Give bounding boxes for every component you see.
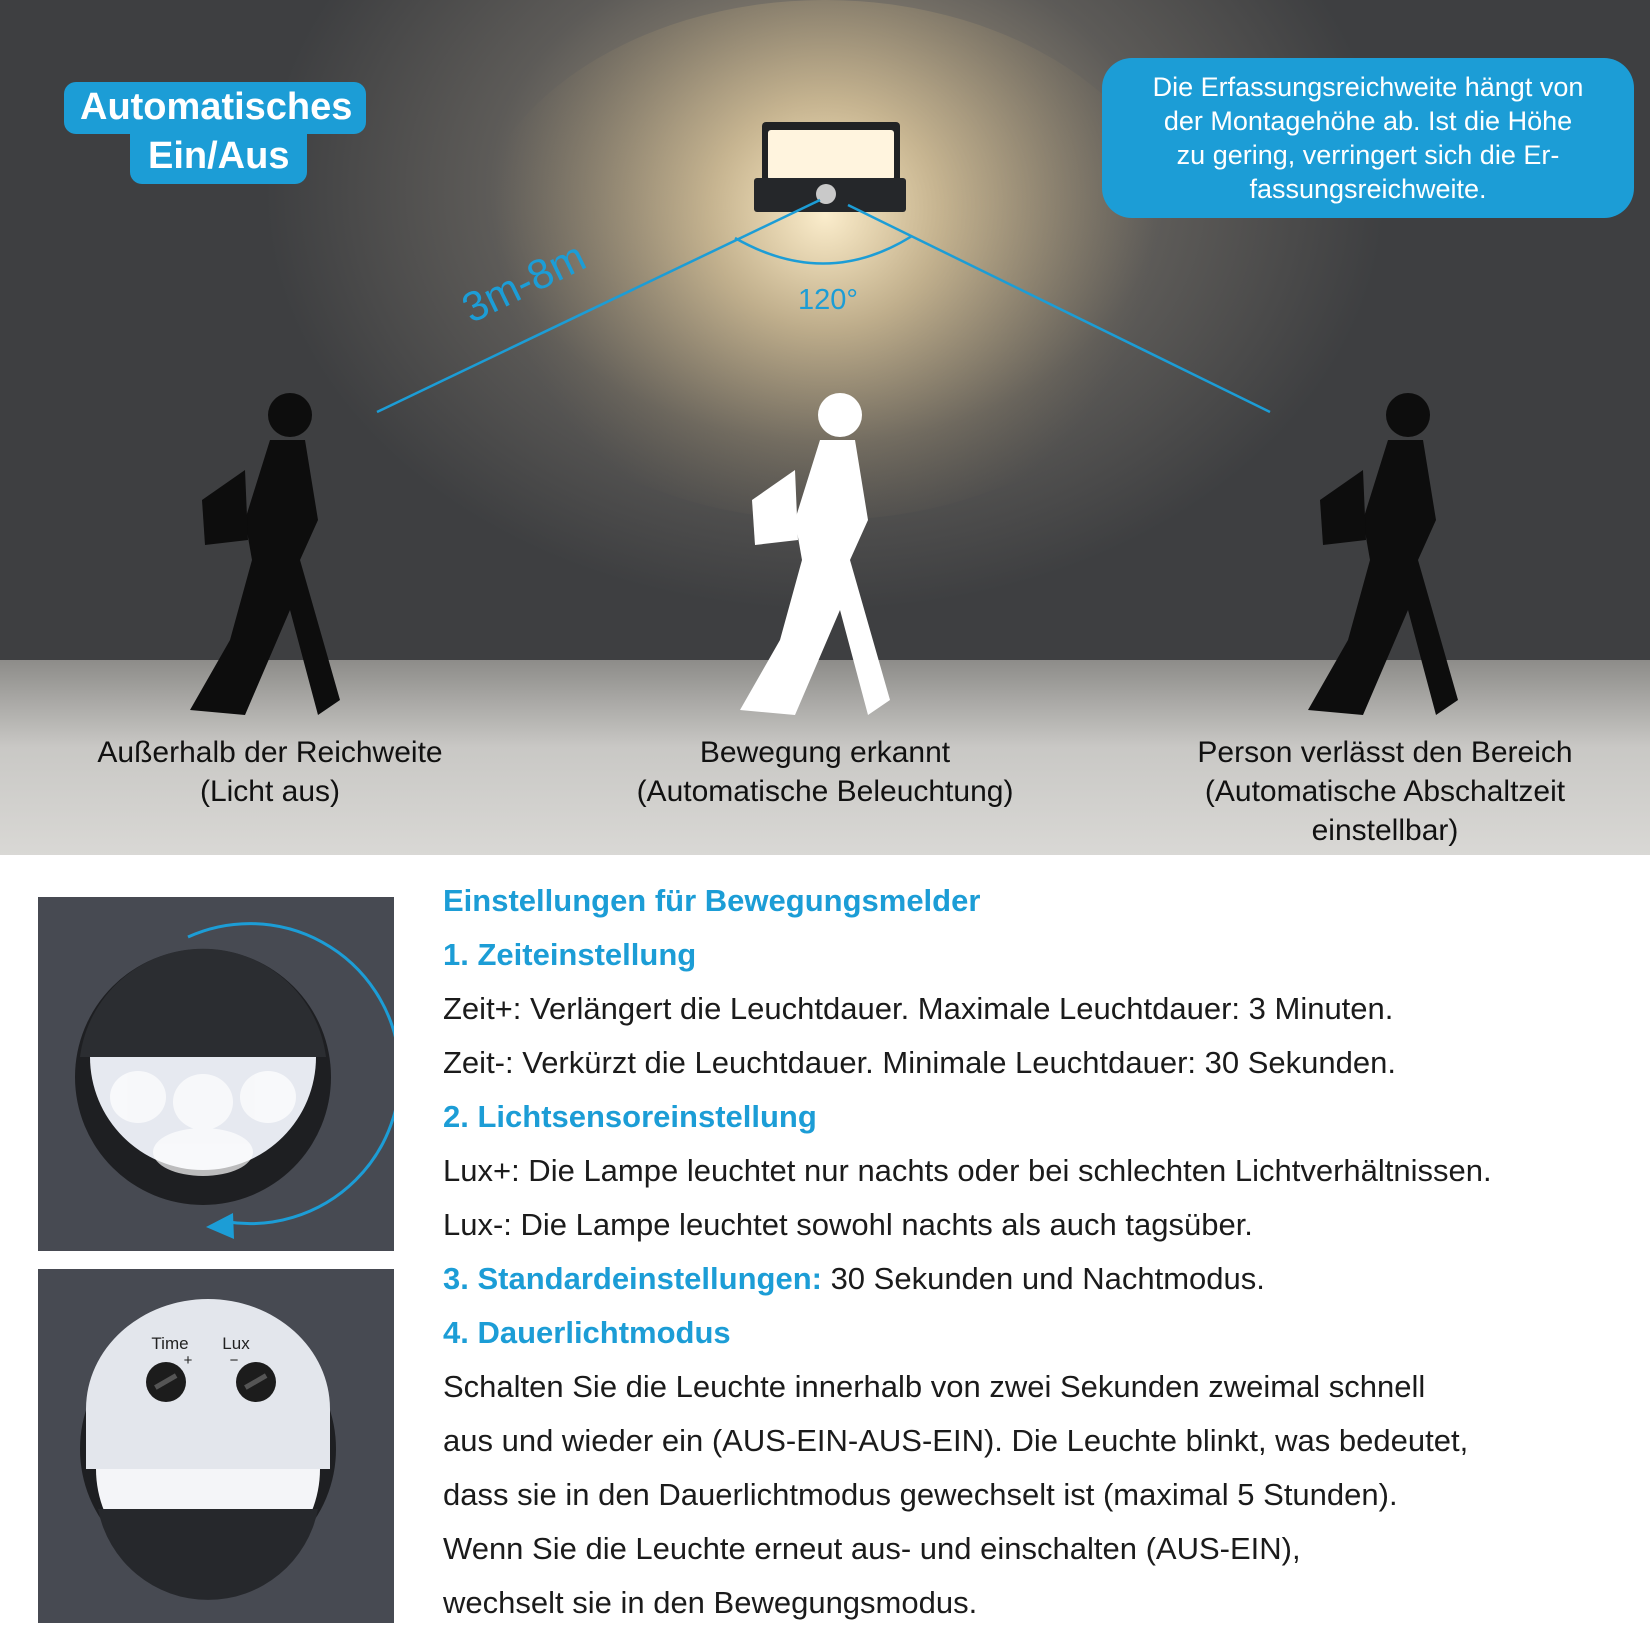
light-sensor-line: Lux-: Die Lampe leuchtet sowohl nachts als auch tagsüber. <box>443 1207 1253 1242</box>
settings-text <box>443 874 1638 1630</box>
info-line: zu gering, verringert sich die Er- <box>1176 140 1560 170</box>
person-silhouette-left <box>190 393 340 715</box>
angle-label: 120° <box>798 284 858 316</box>
range-info-box <box>1102 58 1634 218</box>
arrow-head-icon <box>206 1213 234 1239</box>
lux-label: Lux <box>222 1334 250 1353</box>
wall-lamp <box>754 122 906 212</box>
constant-light-heading: 4. Dauerlichtmodus <box>443 1315 731 1350</box>
info-line: fassungsreichweite. <box>1249 174 1487 204</box>
person-silhouette-right <box>1308 393 1458 715</box>
time-setting-heading: 1. Zeiteinstellung <box>443 937 697 972</box>
lux-minus-label: − <box>229 1352 239 1369</box>
default-settings-heading: 3. Standardeinstellungen: <box>443 1261 822 1296</box>
default-settings-text: 30 Sekunden und Nachtmodus. <box>821 1261 1265 1296</box>
time-setting-line: Zeit-: Verkürzt die Leuchtdauer. Minimale Leuchtdauer: 30 Sekunden. <box>443 1045 1396 1080</box>
caption-out-of-range <box>60 733 480 811</box>
sensor-rotate-image <box>38 897 394 1251</box>
caption-line: Außerhalb der Reichweite <box>97 736 443 769</box>
auto-onoff-badge-line1: Automatisches <box>64 82 366 134</box>
caption-person-leaves <box>1160 733 1610 850</box>
constant-light-line: Schalten Sie die Leuchte innerhalb von zwei Sekunden zweimal schnell <box>443 1369 1426 1404</box>
caption-line: Bewegung erkannt <box>699 736 951 769</box>
sensor-knobs-image <box>38 1269 394 1623</box>
constant-light-line: aus und wieder ein (AUS-EIN-AUS-EIN). Die Leuchte blinkt, was bedeutet, <box>443 1423 1469 1458</box>
light-sensor-line: Lux+: Die Lampe leuchtet nur nachts oder bei schlechten Lichtverhältnissen. <box>443 1153 1492 1188</box>
time-setting-line: Zeit+: Verlängert die Leuchtdauer. Maximale Leuchtdauer: 3 Minuten. <box>443 991 1394 1026</box>
constant-light-line: wechselt sie in den Bewegungsmodus. <box>443 1585 978 1620</box>
caption-line: (Automatische Abschaltzeit <box>1204 775 1566 808</box>
constant-light-line: dass sie in den Dauerlichtmodus gewechselt ist (maximal 5 Stunden). <box>443 1477 1398 1512</box>
caption-line: Person verlässt den Bereich <box>1197 736 1573 769</box>
caption-line: (Automatische Beleuchtung) <box>636 775 1014 808</box>
default-settings-line <box>443 1252 1638 1306</box>
info-line: der Montagehöhe ab. Ist die Höhe <box>1163 106 1573 136</box>
light-sensor-heading: 2. Lichtsensoreinstellung <box>443 1099 817 1134</box>
caption-line: einstellbar) <box>1311 814 1459 847</box>
time-label: Time <box>151 1334 189 1353</box>
range-label: 3m-8m <box>454 232 593 332</box>
settings-title: Einstellungen für Bewegungsmelder <box>443 883 981 918</box>
caption-line: (Licht aus) <box>199 775 341 808</box>
info-line: Die Erfassungsreichweite hängt von <box>1152 72 1584 102</box>
caption-motion-detected <box>590 733 1060 811</box>
auto-onoff-badge-line2: Ein/Aus <box>130 134 307 184</box>
time-plus-label: + <box>183 1352 193 1369</box>
constant-light-line: Wenn Sie die Leuchte erneut aus- und einschalten (AUS-EIN), <box>443 1531 1301 1566</box>
